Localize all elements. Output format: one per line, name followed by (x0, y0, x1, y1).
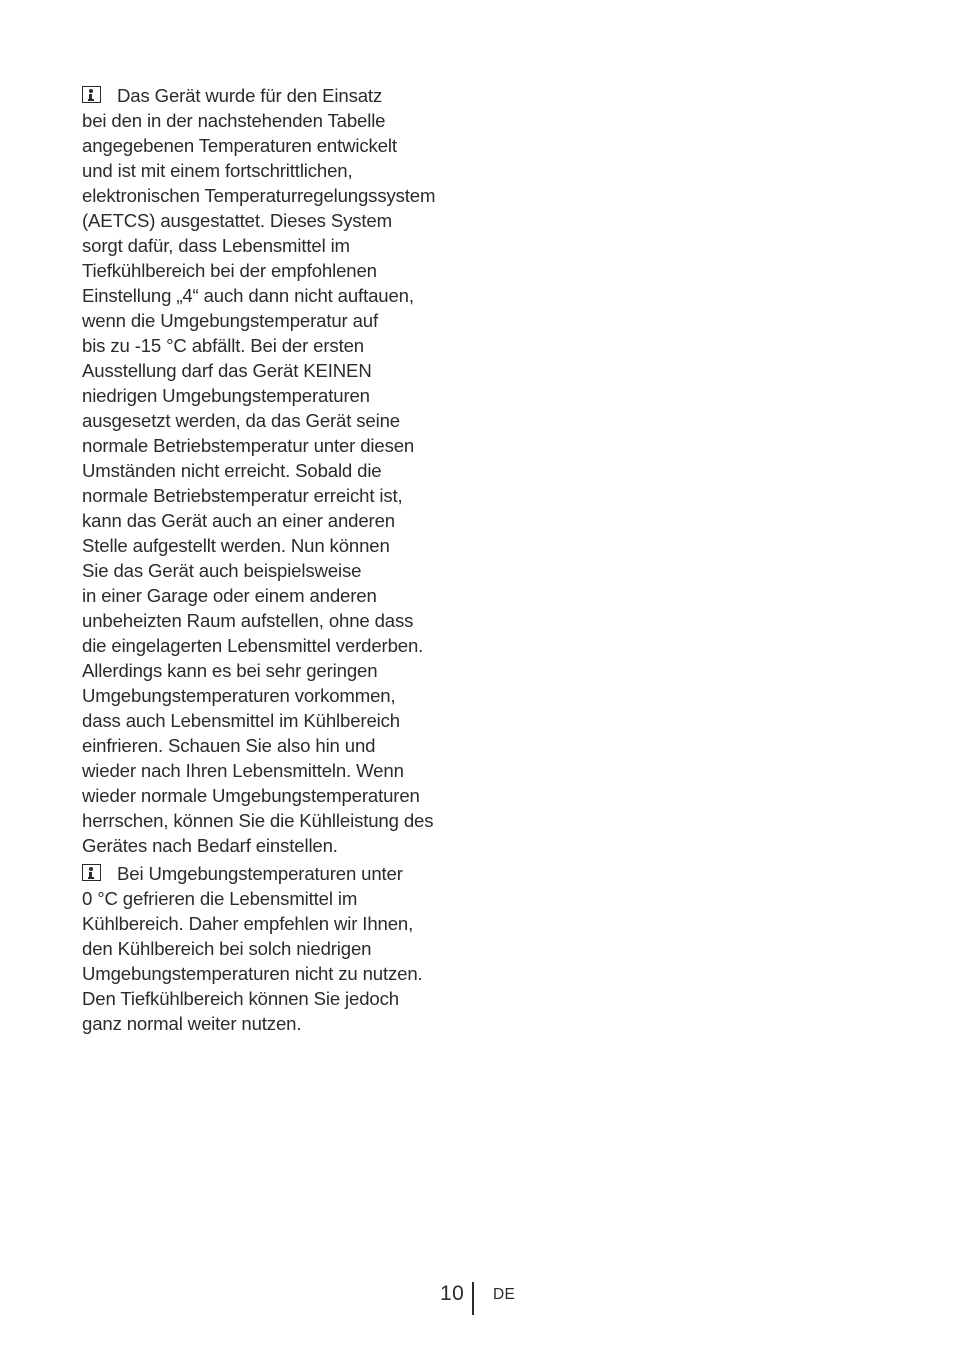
text-line: den Kühlbereich bei solch niedrigen (82, 938, 372, 959)
text-line-content: Das Gerät wurde für den Einsatz (117, 85, 383, 106)
info-icon (82, 864, 101, 881)
info-paragraph-1 (82, 83, 482, 858)
text-line: 0 °C gefrieren die Lebensmittel im (82, 888, 358, 909)
text-line: Den Tiefkühlbereich können Sie jedoch (82, 988, 399, 1009)
main-text-column (82, 83, 482, 1036)
text-line (82, 83, 482, 108)
text-line: einfrieren. Schauen Sie also hin und (82, 735, 376, 756)
text-line: normale Betriebstemperatur erreicht ist, (82, 485, 403, 506)
info-paragraph-2 (82, 861, 482, 1036)
text-line: Umgebungstemperaturen nicht zu nutzen. (82, 963, 423, 984)
info-icon (82, 86, 101, 103)
text-line-content: Bei Umgebungstemperaturen unter (117, 863, 403, 884)
text-line: Sie das Gerät auch beispielsweise (82, 560, 362, 581)
text-line: bis zu -15 °C abfällt. Bei der ersten (82, 335, 364, 356)
text-line: niedrigen Umgebungstemperaturen (82, 385, 370, 406)
text-line: Allerdings kann es bei sehr geringen (82, 660, 378, 681)
text-line: angegebenen Temperaturen entwickelt (82, 135, 397, 156)
text-line: in einer Garage oder einem anderen (82, 585, 377, 606)
text-line: Ausstellung darf das Gerät KEINEN (82, 360, 372, 381)
text-line: kann das Gerät auch an einer anderen (82, 510, 395, 531)
text-line: sorgt dafür, dass Lebensmittel im (82, 235, 350, 256)
text-line: dass auch Lebensmittel im Kühlbereich (82, 710, 400, 731)
text-line: Kühlbereich. Daher empfehlen wir Ihnen, (82, 913, 414, 934)
text-line: Gerätes nach Bedarf einstellen. (82, 835, 338, 856)
text-line: ganz normal weiter nutzen. (82, 1013, 302, 1034)
text-line (82, 861, 482, 886)
text-line: herrschen, können Sie die Kühlleistung des (82, 810, 434, 831)
text-line: Umgebungstemperaturen vorkommen, (82, 685, 396, 706)
text-line: Stelle aufgestellt werden. Nun können (82, 535, 390, 556)
text-line: Umständen nicht erreicht. Sobald die (82, 460, 382, 481)
text-line: Einstellung „4“ auch dann nicht auftauen, (82, 285, 414, 306)
text-line: normale Betriebstemperatur unter diesen (82, 435, 415, 456)
text-line: wieder nach Ihren Lebensmitteln. Wenn (82, 760, 404, 781)
text-line: und ist mit einem fortschrittlichen, (82, 160, 353, 181)
text-line: bei den in der nachstehenden Tabelle (82, 110, 386, 131)
text-line: Tiefkühlbereich bei der empfohlenen (82, 260, 377, 281)
text-line: wieder normale Umgebungstemperaturen (82, 785, 420, 806)
text-line: wenn die Umgebungstemperatur auf (82, 310, 378, 331)
text-line: die eingelagerten Lebensmittel verderben. (82, 635, 424, 656)
text-line: elektronischen Temperaturregelungssystem (82, 185, 436, 206)
language-code: DE (493, 1286, 516, 1303)
footer-divider (472, 1282, 474, 1315)
text-line: ausgesetzt werden, da das Gerät seine (82, 410, 400, 431)
text-line: unbeheizten Raum aufstellen, ohne dass (82, 610, 414, 631)
page-number: 10 (440, 1282, 465, 1305)
text-line: (AETCS) ausgestattet. Dieses System (82, 210, 392, 231)
